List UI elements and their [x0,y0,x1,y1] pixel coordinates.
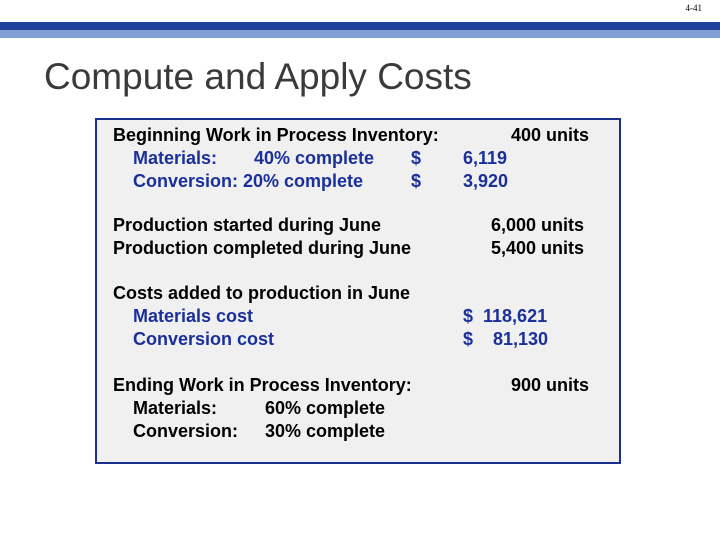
production-started-label: Production started during June [113,215,382,235]
ending-conversion-pct: 30% complete [265,421,386,441]
header-band-light [0,30,720,38]
ending-wip-heading: Ending Work in Process Inventory: [113,375,412,395]
beginning-wip-heading: Beginning Work in Process Inventory: [113,125,439,145]
beginning-materials-currency: $ [411,148,422,168]
production-started-units: 6,000 units [491,215,585,235]
header-band-dark [0,22,720,30]
ending-materials-pct: 60% complete [265,398,386,418]
conversion-cost-amount: $ 81,130 [463,329,549,349]
beginning-conversion-currency: $ [411,171,422,191]
conversion-cost-label: Conversion cost [133,329,275,349]
problem-data-box [95,118,621,464]
beginning-materials-amount: 6,119 [463,148,508,168]
ending-wip-units: 900 units [511,375,590,395]
beginning-materials-pct: 40% complete [254,148,375,168]
costs-added-heading: Costs added to production in June [113,283,410,303]
beginning-wip-units: 400 units [511,125,590,145]
slide-title: Compute and Apply Costs [44,56,472,97]
beginning-conversion-label: Conversion: 20% complete [133,171,364,191]
page-number: 4-41 [685,3,702,13]
beginning-materials-label: Materials: [133,148,218,168]
beginning-conversion-amount: 3,920 [463,171,509,191]
production-completed-label: Production completed during June [113,238,412,258]
ending-materials-label: Materials: [133,398,218,418]
materials-cost-label: Materials cost [133,306,254,326]
materials-cost-amount: $ 118,621 [463,306,548,326]
production-completed-units: 5,400 units [491,238,585,258]
ending-conversion-label: Conversion: [133,421,239,441]
